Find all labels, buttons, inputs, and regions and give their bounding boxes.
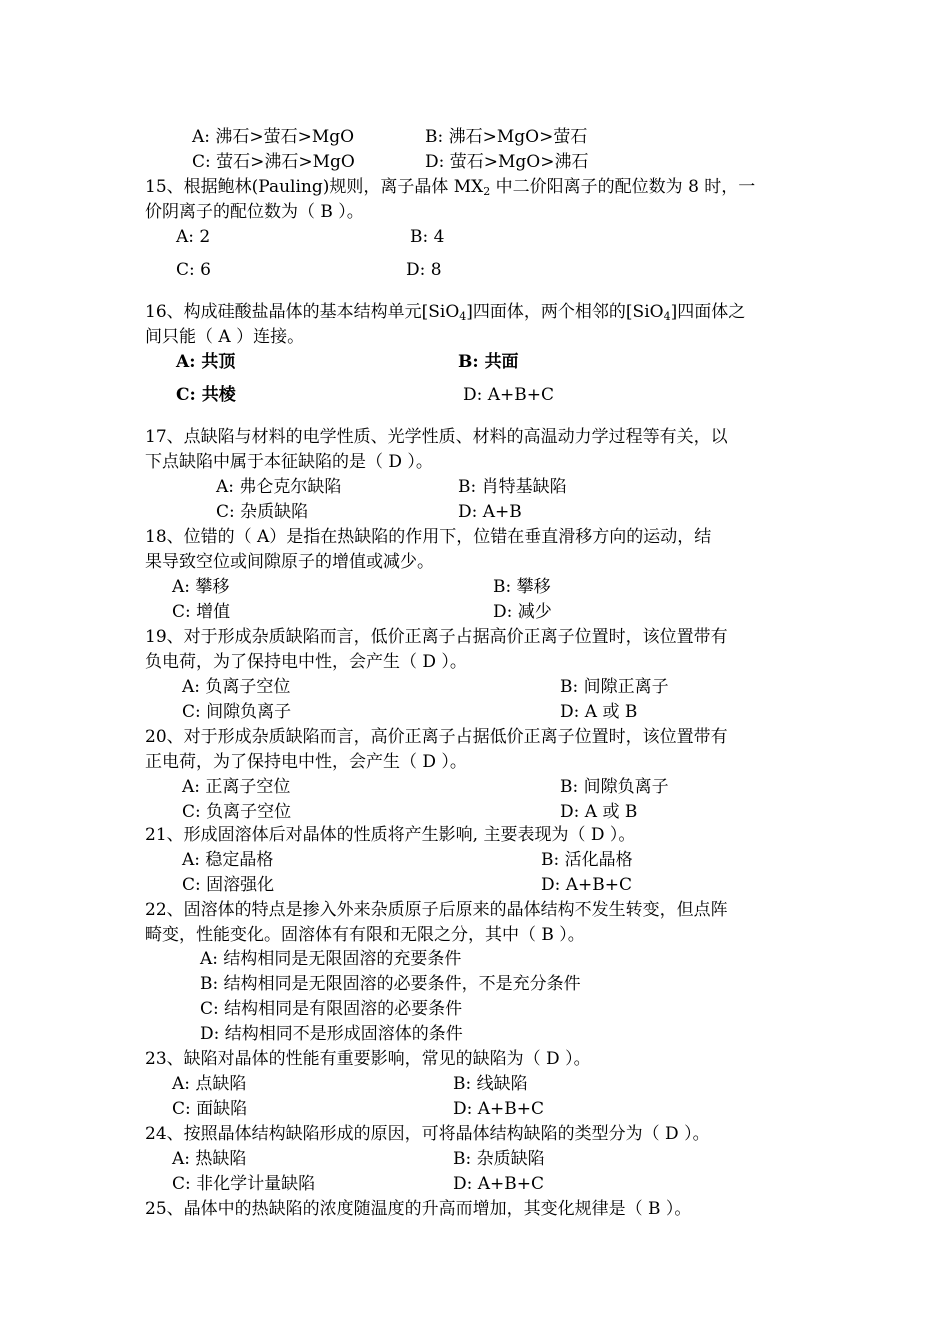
q20-option-b: B: 间隙负离子	[560, 777, 669, 797]
q16-option-c: C: 共棱	[176, 385, 236, 405]
q22-option-c: C: 结构相同是有限固溶的必要条件	[200, 999, 463, 1019]
q18-option-d: D: 减少	[493, 602, 552, 622]
q24-option-d: D: A+B+C	[453, 1174, 545, 1194]
q20-option-c: C: 负离子空位	[182, 802, 292, 822]
q22-option-b: B: 结构相同是无限固溶的必要条件，不是充分条件	[200, 974, 581, 994]
q19-option-d: D: A 或 B	[560, 702, 638, 722]
q23-stem-line1: 23、缺陷对晶体的性能有重要影响，常见的缺陷为（ D ）。	[145, 1049, 591, 1069]
q20-stem-line2: 正电荷，为了保持电中性，会产生（ D ）。	[145, 752, 467, 772]
q17-option-c: C: 杂质缺陷	[216, 502, 309, 522]
q22-stem-line2: 畸变，性能变化。固溶体有有限和无限之分，其中（ B ）。	[145, 925, 585, 945]
q14-option-b: B: 沸石>MgO>萤石	[425, 127, 588, 147]
q19-stem-line1: 19、对于形成杂质缺陷而言，低价正离子占据高价正离子位置时，该位置带有	[145, 627, 728, 647]
q21-option-c: C: 固溶强化	[182, 875, 275, 895]
q15-option-c: C: 6	[176, 260, 211, 280]
q22-option-a: A: 结构相同是无限固溶的充要条件	[200, 949, 462, 969]
q15-option-a: A: 2	[176, 227, 211, 247]
q20-option-d: D: A 或 B	[560, 802, 638, 822]
q16-stem-line1: 16、构成硅酸盐晶体的基本结构单元[SiO$_4$]四面体，两个相邻的[SiO$_4$]四面体之	[145, 302, 746, 323]
q22-stem-line1: 22、固溶体的特点是掺入外来杂质原子后原来的晶体结构不发生转变，但点阵	[145, 900, 728, 920]
q23-option-b: B: 线缺陷	[453, 1074, 528, 1094]
q17-option-d: D: A+B	[458, 502, 522, 522]
q16-option-a: A: 共顶	[176, 352, 236, 372]
q18-option-c: C: 增值	[172, 602, 231, 622]
q19-option-b: B: 间隙正离子	[560, 677, 669, 697]
q18-stem-line2: 果导致空位或间隙原子的增值或减少。	[145, 552, 434, 572]
q18-stem-line1: 18、位错的（ A）是指在热缺陷的作用下，位错在垂直滑移方向的运动，结	[145, 527, 712, 547]
q24-stem-line1: 24、按照晶体结构缺陷形成的原因，可将晶体结构缺陷的类型分为（ D ）。	[145, 1124, 710, 1144]
q21-option-a: A: 稳定晶格	[182, 850, 274, 870]
q21-stem-line1: 21、形成固溶体后对晶体的性质将产生影响, 主要表现为（ D ）。	[145, 825, 636, 845]
q17-option-b: B: 肖特基缺陷	[458, 477, 567, 497]
q19-option-a: A: 负离子空位	[182, 677, 291, 697]
q16-option-d: D: A+B+C	[463, 385, 555, 405]
q24-option-b: B: 杂质缺陷	[453, 1149, 545, 1169]
q17-stem-line1: 17、点缺陷与材料的电学性质、光学性质、材料的高温动力学过程等有关，以	[145, 427, 728, 447]
q19-option-c: C: 间隙负离子	[182, 702, 292, 722]
q15-option-b: B: 4	[410, 227, 445, 247]
q25-stem-line1: 25、晶体中的热缺陷的浓度随温度的升高而增加，其变化规律是（ B ）。	[145, 1199, 692, 1219]
q23-option-d: D: A+B+C	[453, 1099, 545, 1119]
q24-option-c: C: 非化学计量缺陷	[172, 1174, 316, 1194]
q14-option-a: A: 沸石>萤石>MgO	[192, 127, 355, 147]
q20-stem-line1: 20、对于形成杂质缺陷而言，高价正离子占据低价正离子位置时，该位置带有	[145, 727, 728, 747]
q21-option-d: D: A+B+C	[541, 875, 633, 895]
q22-option-d: D: 结构相同不是形成固溶体的条件	[200, 1024, 463, 1044]
q16-option-b: B: 共面	[458, 352, 519, 372]
q23-option-a: A: 点缺陷	[172, 1074, 247, 1094]
q15-option-d: D: 8	[406, 260, 442, 280]
q15-stem-line1: 15、根据鲍林(Pauling)规则，离子晶体 $MX_2$ 中二价阳离子的配位数为 8 时，一	[145, 177, 756, 198]
q24-option-a: A: 热缺陷	[172, 1149, 247, 1169]
q19-stem-line2: 负电荷，为了保持电中性，会产生（ D ）。	[145, 652, 467, 672]
q21-option-b: B: 活化晶格	[541, 850, 633, 870]
q18-option-a: A: 攀移	[172, 577, 230, 597]
q18-option-b: B: 攀移	[493, 577, 551, 597]
q17-option-a: A: 弗仑克尔缺陷	[216, 477, 342, 497]
q14-option-d: D: 萤石>MgO>沸石	[425, 152, 589, 172]
q20-option-a: A: 正离子空位	[182, 777, 291, 797]
q17-stem-line2: 下点缺陷中属于本征缺陷的是（ D ）。	[145, 452, 433, 472]
q14-option-c: C: 萤石>沸石>MgO	[192, 152, 355, 172]
q16-stem-line2: 间只能（ A ）连接。	[145, 327, 305, 347]
q23-option-c: C: 面缺陷	[172, 1099, 248, 1119]
q15-stem-line2: 价阴离子的配位数为（ B ）。	[145, 202, 364, 222]
